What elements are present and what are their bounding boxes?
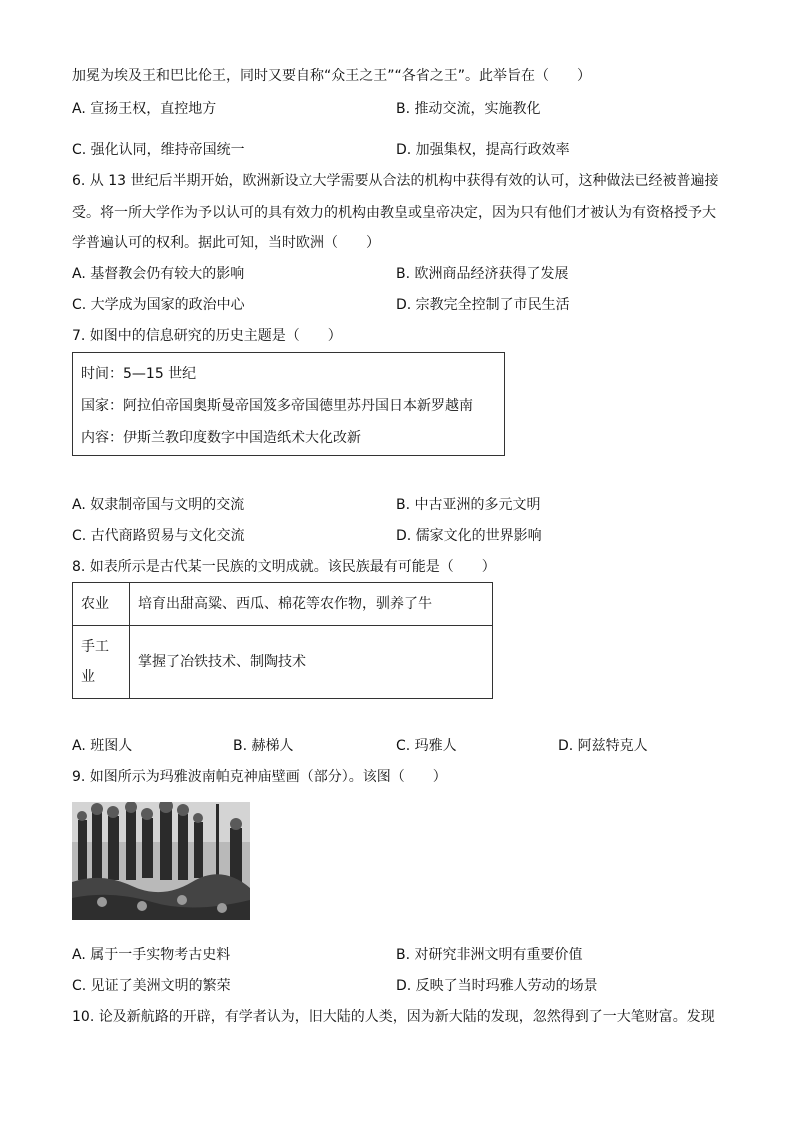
- bonampak-mural-image: [72, 802, 250, 920]
- q6-stem-line3: 学普遍认可的权利。据此可知，当时欧洲（ ）: [72, 235, 380, 251]
- q6-option-b[interactable]: B. 欧洲商品经济获得了发展: [396, 266, 569, 282]
- table-row: [73, 583, 493, 626]
- q8-achievements-table: [72, 582, 493, 699]
- q8-option-b[interactable]: B. 赫梯人: [233, 738, 294, 754]
- q5-option-d[interactable]: D. 加强集权，提高行政效率: [396, 142, 570, 158]
- q7-option-d[interactable]: D. 儒家文化的世界影响: [396, 528, 542, 544]
- q7-option-a[interactable]: A. 奴隶制帝国与文明的交流: [72, 497, 245, 513]
- q8-stem: 8. 如表所示是古代某一民族的文明成就。该民族最有可能是（ ）: [72, 559, 496, 575]
- q7-stem: 7. 如图中的信息研究的历史主题是（ ）: [72, 328, 342, 344]
- q9-stem: 9. 如图所示为玛雅波南帕克神庙壁画（部分）。该图（ ）: [72, 769, 447, 785]
- q9-option-d[interactable]: D. 反映了当时玛雅人劳动的场景: [396, 978, 598, 994]
- q9-option-b[interactable]: B. 对研究非洲文明有重要价值: [396, 947, 583, 963]
- q7-box-content: 内容：伊斯兰教印度数字中国造纸术大化改新: [81, 430, 361, 446]
- q6-stem-line1: 6. 从 13 世纪后半期开始，欧洲新设立大学需要从合法的机构中获得有效的认可，这种做法已经被普遍接: [72, 173, 719, 189]
- q7-box-countries: 国家：阿拉伯帝国奥斯曼帝国笈多帝国德里苏丹国日本新罗越南: [81, 398, 473, 414]
- q5-option-c[interactable]: C. 强化认同，维持帝国统一: [72, 142, 245, 158]
- q8-option-d[interactable]: D. 阿兹特克人: [558, 738, 648, 754]
- q6-stem-line2: 受。将一所大学作为予以认可的具有效力的机构由教皇或皇帝决定，因为只有他们才被认为有资格授予大: [72, 205, 716, 221]
- table-value-cell: 培育出甜高粱、西瓜、棉花等农作物，驯养了牛: [130, 583, 493, 626]
- q9-option-c[interactable]: C. 见证了美洲文明的繁荣: [72, 978, 231, 994]
- q9-option-a[interactable]: A. 属于一手实物考古史料: [72, 947, 231, 963]
- table-row: [73, 626, 493, 699]
- q6-option-d[interactable]: D. 宗教完全控制了市民生活: [396, 297, 570, 313]
- q6-option-c[interactable]: C. 大学成为国家的政治中心: [72, 297, 245, 313]
- q10-stem-line1: 10. 论及新航路的开辟，有学者认为，旧大陆的人类，因为新大陆的发现，忽然得到了一大笔财富。发现: [72, 1009, 715, 1025]
- table-value-cell: 掌握了冶铁技术、制陶技术: [130, 626, 493, 699]
- q7-option-c[interactable]: C. 古代商路贸易与文化交流: [72, 528, 245, 544]
- q6-option-a[interactable]: A. 基督教会仍有较大的影响: [72, 266, 245, 282]
- q7-box-time: 时间：5—15 世纪: [81, 366, 197, 382]
- table-key-cell: 手工业: [73, 626, 130, 699]
- q7-info-box: [72, 352, 505, 456]
- q5-option-a[interactable]: A. 宣扬王权，直控地方: [72, 101, 217, 117]
- q8-option-c[interactable]: C. 玛雅人: [396, 738, 457, 754]
- q5-stem: 加冕为埃及王和巴比伦王，同时又要自称“众王之王”“各省之王”。此举旨在（ ）: [72, 68, 592, 84]
- q5-option-b[interactable]: B. 推动交流，实施教化: [396, 101, 541, 117]
- table-key-cell: 农业: [73, 583, 130, 626]
- q8-option-a[interactable]: A. 班图人: [72, 738, 133, 754]
- q7-option-b[interactable]: B. 中古亚洲的多元文明: [396, 497, 541, 513]
